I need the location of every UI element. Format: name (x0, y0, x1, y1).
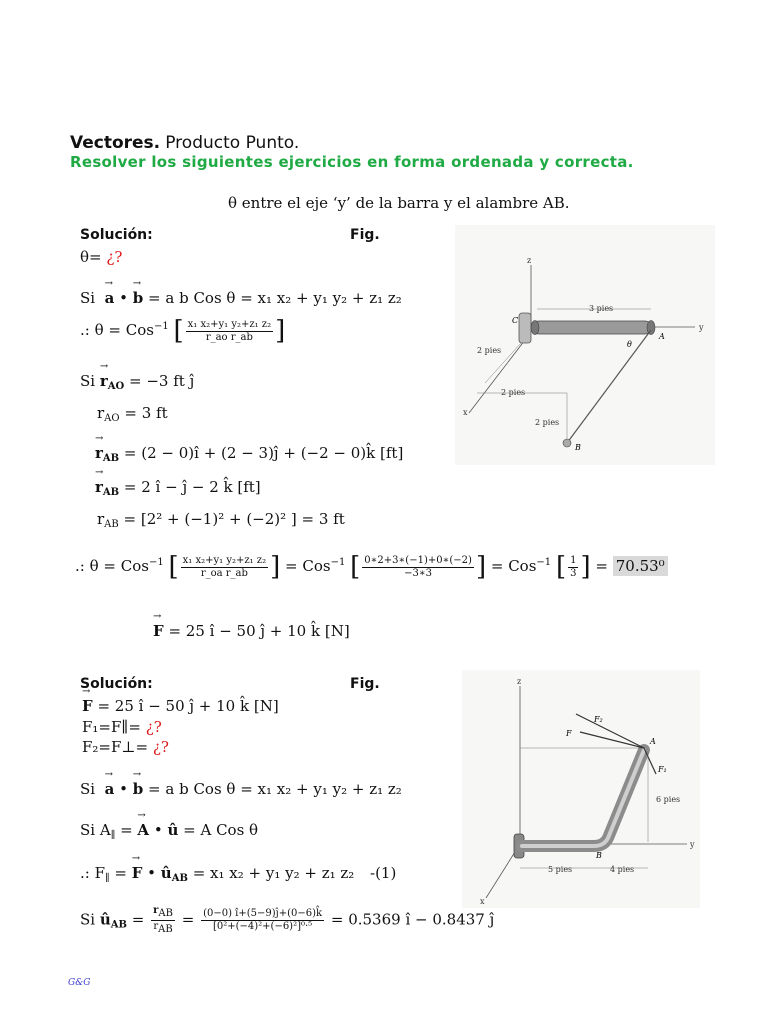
dot-product-definition-2: Si → a • → b = a b Cos θ = x₁ x₂ + y₁ y₂ + z₁ z₂ (80, 780, 402, 798)
force-f1-label: F₁ (658, 765, 667, 774)
z-axis-label: z (527, 256, 532, 265)
theta-result-equation: .: θ = Cos$^{-1}$ [ $\frac{\text{x₁ x₂+y₁ y₂+z₁ z₂}}{\text{r\_oa r\_ab}}$ ] = Cos$^{-1}$ [ $\frac{0∗2+3∗(-1)+0∗(-2)}{-3∗3}$ ] = Cos$^{-1}$ [ $\frac{1}{3}$ ] = 70.53⁰ (75, 552, 668, 582)
force-f2-label: F₂ (594, 715, 603, 724)
y-axis-label: y (699, 323, 704, 332)
problem1-statement: θ entre el eje ‘y’ de la barra y el alambre AB. (228, 194, 570, 212)
instructions: Resolver los siguientes ejercicios en forma ordenada y correcta. (70, 153, 634, 171)
x-axis-label-2: x (480, 897, 485, 906)
force-vector-2: → F = 25 î − 50 ĵ + 10 k̂ [N] (82, 697, 279, 715)
fig-label-1: Fig. (350, 227, 380, 243)
dim-4-pies: 4 pies (610, 865, 635, 874)
point-b-label-2: B (596, 851, 602, 860)
force-statement: → F = 25 î − 50 ĵ + 10 k̂ [N] (153, 622, 350, 640)
dim-3-pies: 3 pies (589, 304, 614, 313)
theta-label: θ (627, 340, 632, 349)
z-axis-label-2: z (517, 677, 522, 686)
r-ao-vector: $Si \to r_{AO} = -3$ ft ĵ (80, 372, 194, 392)
dot-product-definition-1: Si → a • → b = a b Cos θ = x₁ x₂ + y₁ y₂ + z₁ z₂ (80, 289, 402, 307)
answer-highlight: 70.53⁰ (613, 556, 668, 576)
solution-label-1: Solución: (80, 227, 153, 243)
figure-2-pipe-and-force (462, 670, 700, 908)
anchor-b (563, 439, 571, 447)
r-ab-magnitude: $r_{AB} = [2^2 + (-1)^2 + (-2)^2$ ] = 3 ft (97, 510, 345, 530)
figure-2-background (462, 670, 700, 908)
dim-2-pies-b: 2 pies (501, 388, 526, 397)
r-ab-vector-2: → $r_{AB} = 2$ î − ĵ − 2 k̂ [ft] (95, 478, 261, 498)
r-ao-magnitude: $r_{AO} = 3$ ft (97, 404, 168, 424)
dim-2-pies-c: 2 pies (535, 418, 560, 427)
theta-formula-1: .: θ = Cos$^{-1}$ [ $\frac{\text{x₁ x₂+y₁ y₂+z₁ z₂}}{\text{r\_ao r\_ab}}$ ] (80, 316, 286, 346)
unit-vector-ab: Si $û_{AB}$ = $\frac{\text{rAB}}{\text{rAB}}$ = $\frac{(0-0) î+(5-9)ĵ+(0-6)k̂}{\text{[0²+(−4)²+(−6)²]⁰·⁵}}$ = 0.5369 î − 0.8437 ĵ (80, 905, 495, 935)
equation-number-1: -(1) (370, 864, 397, 882)
figure-1-bar-and-wire (455, 225, 715, 465)
point-a-label-2: A (650, 737, 656, 746)
f-parallel-formula: .: $F_\parallel$ = → F • $û_{AB} = x_1$ x₂ + y₁ y₂ + z₁ z₂ (80, 864, 354, 884)
solution-label-2: Solución: (80, 676, 153, 692)
point-c-label: C (512, 316, 519, 325)
a-parallel-formula: Si $A_\parallel$ = → A • û = A Cos θ (80, 821, 258, 841)
dim-5-pies: 5 pies (548, 865, 573, 874)
f1-question: F₁=F∥= ¿? (82, 718, 162, 736)
page-title: Vectores. Producto Punto. (70, 133, 300, 153)
force-f-label: F (566, 729, 572, 738)
r-ab-vector-1: → $r_{AB} = (2$ − 0)î + (2 − 3)ĵ + (−2 − 0)k̂ [ft] (95, 444, 403, 464)
dim-6-pies: 6 pies (656, 795, 681, 804)
f2-question: F₂=F⊥= ¿? (82, 738, 169, 756)
point-b-label: B (575, 443, 581, 452)
wall-bracket (519, 313, 531, 343)
theta-question: θ= ¿? (80, 248, 123, 266)
y-axis-label-2: y (690, 840, 695, 849)
fig-label-2: Fig. (350, 676, 380, 692)
dim-2-pies-a: 2 pies (477, 346, 502, 355)
footer-mark: G&G (68, 978, 91, 988)
figure-1-background (455, 225, 715, 465)
point-a-label: A (659, 332, 665, 341)
x-axis-label: x (463, 408, 468, 417)
bar (533, 321, 651, 334)
